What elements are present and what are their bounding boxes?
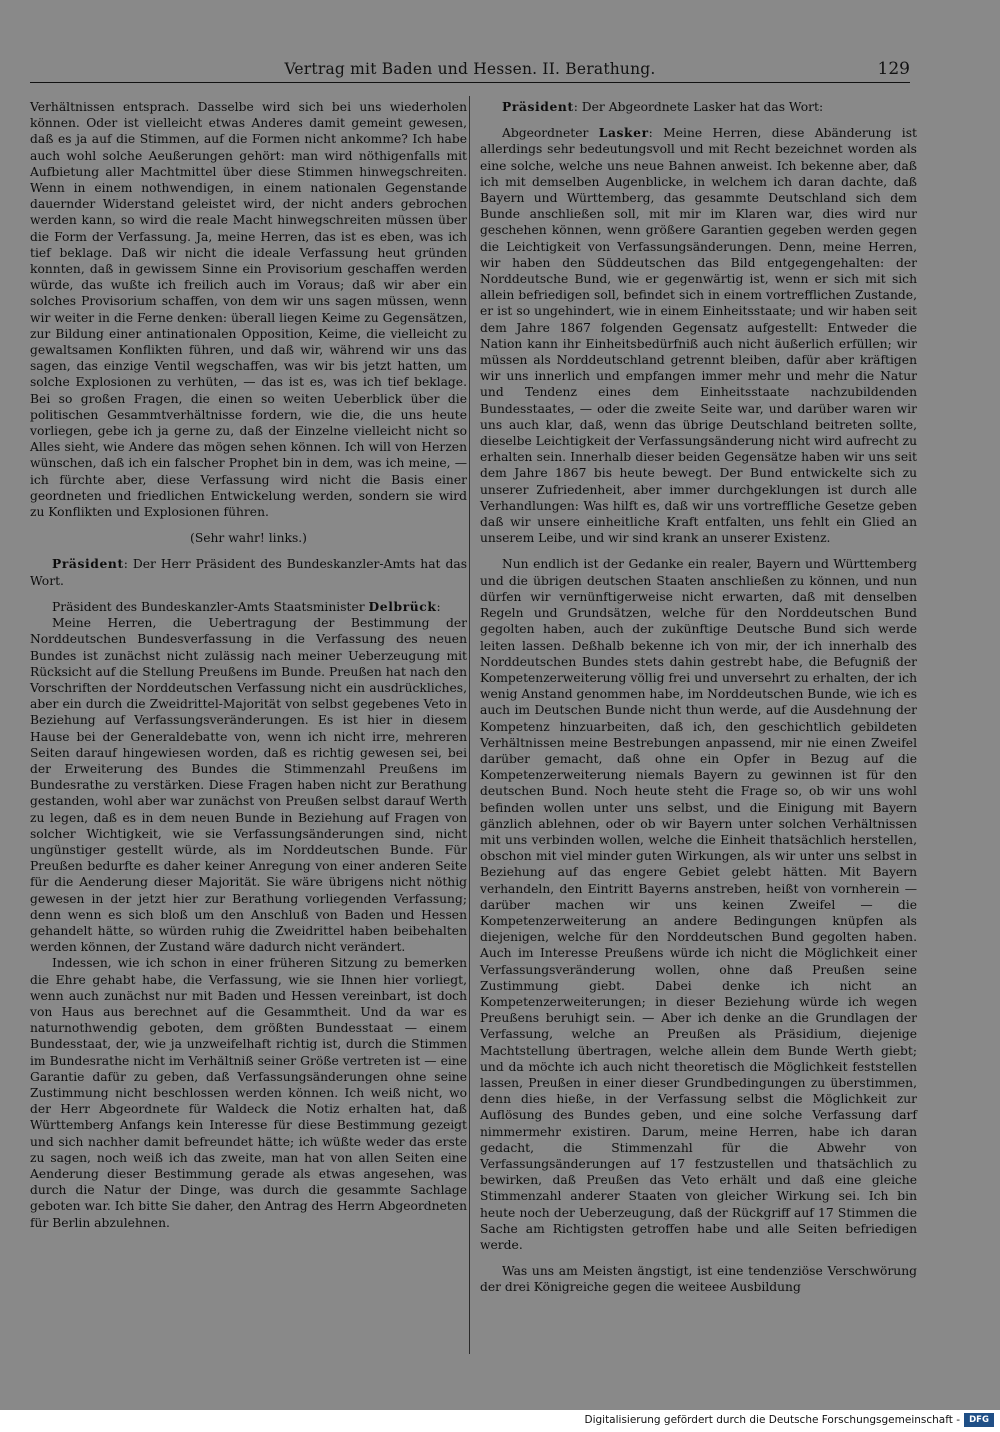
- speaker-name: Präsident: [52, 556, 124, 572]
- speaker-title: Präsident des Bundeskanzler-Amts Staatsminister: [52, 599, 369, 614]
- speaker-colon: :: [436, 599, 441, 614]
- speaker-title: Abgeordneter: [502, 126, 599, 141]
- speaker-paragraph: [480, 125, 917, 546]
- speaker-paragraph: [480, 99, 917, 115]
- speaker-name: Delbrück: [368, 598, 437, 614]
- right-column: [480, 99, 917, 1296]
- paragraph: Nun endlich ist der Gedanke ein realer, Bayern und Württemberg und die übrigen deutschen Staaten anschließen zu können, und nun dürfen wir vernünftigerweise nicht erwarten, daß mit denselben Regeln und Grundsätzen, welche für den Norddeutschen Bund gegolten haben, auch der zukünftige Deutsche Bund sich werde leiten lassen. Deßhalb bekenne ich von mir, der ich innerhalb des Norddeutschen Bundes stets dahin gestrebt habe, die Befugniß der Kompetenzerweiterung völlig frei und unversehrt zu erhalten, der ich wenig Anstand genommen habe, im Norddeutschen Bunde, wie ich es auch im Deutschen Bunde nicht thun werde, auf die Ausdehnung der Kompetenz hinzuarbeiten, daß ich, den geschichtlich gebildeten Verhältnissen meine Bestrebungen anpassend, mir nie einen Zweifel darüber gemacht, daß ohne ein Opfer in Bezug auf die Kompetenzerweiterung niemals Bayern zu gewinnen ist für den deutschen Bund. Noch heute steht die Frage so, ob wir uns wohl befinden wollen unter uns selbst, und die Einigung mit Bayern gänzlich ablehnen, oder ob wir Bayern unter solchen Verhältnissen mit uns verbinden wollen, welche die Einheit thatsächlich herstellen, obschon mit viel minder guten Wirkungen, als wir unter uns selbst in Beziehung auf das engere Gebiet gelebt hätten. Mit Bayern verhandeln, den Eintritt Bayerns anstreben, heißt von vornherein — darüber machen wir uns keinen Zweifel — die Kompetenzerweiterung an andere Bedingungen knüpfen als diejenigen, welche für den Norddeutschen Bund gegolten haben. Auch im Interesse Preußens würde ich nicht die Möglichkeit einer Verfassungsveränderung wollen, ohne daß Preußen seine Zustimmung giebt. Dabei denke ich nicht an Kompetenzerweiterungen; in dieser Beziehung würde ich wegen Preußens beruhigt sein. — Aber ich denke an die Grundlagen der Verfassung, welche an Preußen als Präsidium, diejenige Machtstellung übertragen, welche allein dem Bunde Werth giebt; und da möchte ich auch nicht theoretisch die Möglichkeit feststellen lassen, Preußen in einer dieser Grundbedingungen zu überstimmen, denn dies hieße, in der Verfassung selbst die Möglichkeit zur Auflösung des Bundes geben, und eine solche Verfassung darf nimmermehr existiren. Darum, meine Herren, habe ich daran gedacht, die Stimmenzahl für die Abwehr von Verfassungsänderungen auf 17 festzustellen und thatsächlich zu bewirken, daß Preußen das Veto erhält und daß eine gleiche Stimmenzahl anderer Staaten von gleicher Wirkung sei. Ich bin heute noch der Ueberzeugung, daß der Rückgriff auf 17 Stimmen die Sache am Richtigsten getroffen habe und alle Seiten befriedigen werde.: [480, 557, 918, 1253]
- interjection: (Sehr wahr! links.): [190, 531, 307, 546]
- dfg-logo: DFG: [964, 1413, 994, 1427]
- speaker-intro: [30, 599, 467, 615]
- column-divider: [469, 96, 470, 1354]
- running-title: Vertrag mit Baden und Hessen. II. Berathung.: [284, 60, 656, 78]
- speaker-name: Lasker: [598, 125, 649, 141]
- running-header: [30, 58, 910, 83]
- page-number: 129: [877, 59, 910, 79]
- speaker-paragraph: [30, 556, 467, 588]
- funding-note: Digitalisierung gefördert durch die Deutsche Forschungsgemeinschaft -: [584, 1414, 960, 1426]
- left-column: [30, 99, 467, 1231]
- footer-bar: [0, 1410, 1000, 1432]
- paragraph: Meine Herren, die Uebertragung der Bestimmung der Norddeutschen Bundesverfassung in die Verfassung des neuen Bundes ist zunächst nicht zulässig nach meiner Ueberzeugung mit Rücksicht auf die Stellung Preußens im Bunde. Preußen hat nach den Vorschriften der Norddeutschen Verfassung nicht ein ausdrückliches, aber ein durch die Zweidrittel-Majorität von selbst gegebenes Veto in Beziehung auf Verfassungsveränderungen. Es ist hier in diesem Hause bei der Generaldebatte von, wenn ich nicht irre, mehreren Seiten darauf hingewiesen worden, daß es richtig gewesen sei, bei der Erweiterung des Bundes die Stimmenzahl Preußens im Bundesrathe zu verstärken. Diese Fragen haben nicht zur Berathung gestanden, wohl aber war zunächst von Preußen selbst darauf Werth zu legen, daß es in dem neuen Bunde in Beziehung auf Fragen von solcher Wichtigkeit, wie sie Verfassungsänderungen sind, nicht ungünstiger gestellt würde, als im Norddeutschen Bunde. Für Preußen bedurfte es daher keiner Anregung von einer anderen Seite für die Aenderung dieser Majorität. Sie wäre übrigens nicht nöthig gewesen in der jetzt hier zur Berathung vorliegenden Verfassung; denn wenn es sich bloß um den Anschluß von Baden und Hessen gehandelt hätte, so würden ruhig die Zweidrittel haben beibehalten werden können, der Zustand wäre dadurch nicht verändert.: [30, 616, 467, 955]
- paragraph: Indessen, wie ich schon in einer früheren Sitzung zu bemerken die Ehre gehabt habe, die Verfassung, wie sie Ihnen hier vorliegt, wenn auch zunächst nur mit Baden und Hessen vereinbart, ist doch von Haus aus berechnet auf die Gesammtheit. Und da war es naturnothwendig geboten, dem größten Bundesstaat — einem Bundesstaat, der, wie ja unzweifelhaft richtig ist, durch die Stimmen im Bundesrathe nicht im Verhältniß seiner Größe vertreten ist — eine Garantie dafür zu geben, daß Verfassungsänderungen ohne seine Zustimmung nicht beschlossen werden können. Ich weiß nicht, wo der Herr Abgeordnete für Waldeck die Notiz erhalten hat, daß Württemberg Anfangs kein Interesse für diese Bestimmung gezeigt und sich nachher damit befreundet hätte; ich wüßte weder das erste zu sagen, noch weiß ich das zweite, man hat von allen Seiten eine Aenderung dieser Bestimmung gerade als etwas angesehen, was durch die Natur der Dinge, was durch die gesammte Sachlage geboten war. Ich bitte Sie daher, den Antrag des Herrn Abgeordneten für Berlin abzulehnen.: [30, 956, 467, 1230]
- paragraph-text: : Meine Herren, diese Abänderung ist allerdings sehr bedeutungsvoll und mit Recht bezeichnet worden als eine solche, welche uns neue Bahnen anweist. Ich bekenne aber, daß ich mit demselben Augenblicke, in welchem ich daran dachte, daß Bayern und Württemberg, das gesammte Deutschland sich dem Bunde anschließen soll, mit mir im Klaren war, dies wird nur geschehen können, wenn größere Garantien gegeben werden gegen die Leichtigkeit von Verfassungsänderungen. Denn, meine Herren, wir haben den Süddeutschen das Bild entgegengehalten: der Norddeutsche Bund, wie er gegenwärtig ist, wenn er sich mit sich allein befriedigen soll, befindet sich in einem vortrefflichen Zustande, er ist so ungehindert, wie in einem Einheitsstaate; und wir haben seit dem Jahre 1867 folgenden Gegensatz aufgestellt: Entweder die Nation kann ihr Einheitsbedürfniß auch nicht äußerlich erfüllen; wir müssen als Norddeutschland getrennt bleiben, dafür aber kräftigen wir uns innerlich und empfangen immer mehr und mehr die Natur und Tendenz eines dem Einheitsstaate nachzubildenden Bundesstaates, — oder die zweite Seite war, und darüber waren wir uns auch klar, daß, wenn das übrige Deutschland beitreten sollte, dieselbe Leichtigkeit der Verfassungsänderung nicht wird aufrecht zu erhalten sein. Innerhalb dieser beiden Gegensätze haben wir uns seit dem Jahre 1867 bis heute bewegt. Der Bund entwickelte sich zu unserer Zufriedenheit, aber immer durchgeklungen ist durch alle Verhandlungen: Was hilft es, daß wir uns vortreffliche Gesetze geben daß wir unsere einheitliche Kraft entfalten, uns fehlt ein Glied an unserem Leibe, und wir sind krank an unserer Existenz.: [480, 126, 918, 546]
- speaker-name: Präsident: [502, 99, 574, 114]
- paragraph-text: : Der Herr Präsident des Bundeskanzler-Amts hat das Wort.: [30, 557, 467, 588]
- paragraph-continuation: Verhältnissen entsprach. Dasselbe wird sich bei uns wiederholen können. Oder ist vielleicht etwas Anderes damit gemeint gewesen, daß es ja auf die Stimmen, auf die Formen nicht ankomme? Ich habe auch wohl solche Aeußerungen gehört: man wird nöthigenfalls mit Aufbietung aller Machtmittel über diese Stimmen hinwegschreiten. Wenn in einem nothwendigen, in einem nationalen Gegenstande dauernder Widerstand geleistet wird, der nicht anders gebrochen werden kann, so wird die reale Macht hinwegschreiten müssen über die Form der Verfassung. Ja, meine Herren, das ist es eben, was ich tief beklage. Daß wir nicht die ideale Verfassung heut gründen konnten, daß in gewissem Sinne ein Provisorium geschaffen werden würde, das wußte ich freilich auch im Voraus; daß wir aber ein solches Provisorium schaffen, von dem wir uns sagen müssen, wenn wir weiter in die Ferne denken: überall liegen Keime zu Gegensätzen, zur Bildung einer antinationalen Opposition, Keime, die vielleicht zu gewaltsamen Konflikten führen, und daß wir, während wir uns das sagen, das einzige Ventil wegschaffen, was wir bis jetzt hatten, um solche Explosionen zu verhüten, — das ist es, was ich tief beklage. Bei so großen Fragen, die einen so weiten Ueberblick über die politischen Gesammtverhältnisse fordern, wie die, die uns heute vorliegen, gebe ich ja gerne zu, daß der Einzelne vielleicht nicht so Alles sieht, wie Andere das mögen sehen können. Ich will von Herzen wünschen, daß ich ein falscher Prophet bin in dem, was ich meine, — ich fürchte aber, diese Verfassung wird nicht die Basis einer geordneten und friedlichen Entwickelung werden, sondern sie wird zu Konflikten und Explosionen führen.: [30, 100, 467, 520]
- paragraph-text: : Der Abgeordnete Lasker hat das Wort:: [573, 100, 824, 114]
- paragraph: Was uns am Meisten ängstigt, ist eine tendenziöse Verschwörung der drei Königreiche gegen die weiteee Ausbildung: [480, 1264, 917, 1295]
